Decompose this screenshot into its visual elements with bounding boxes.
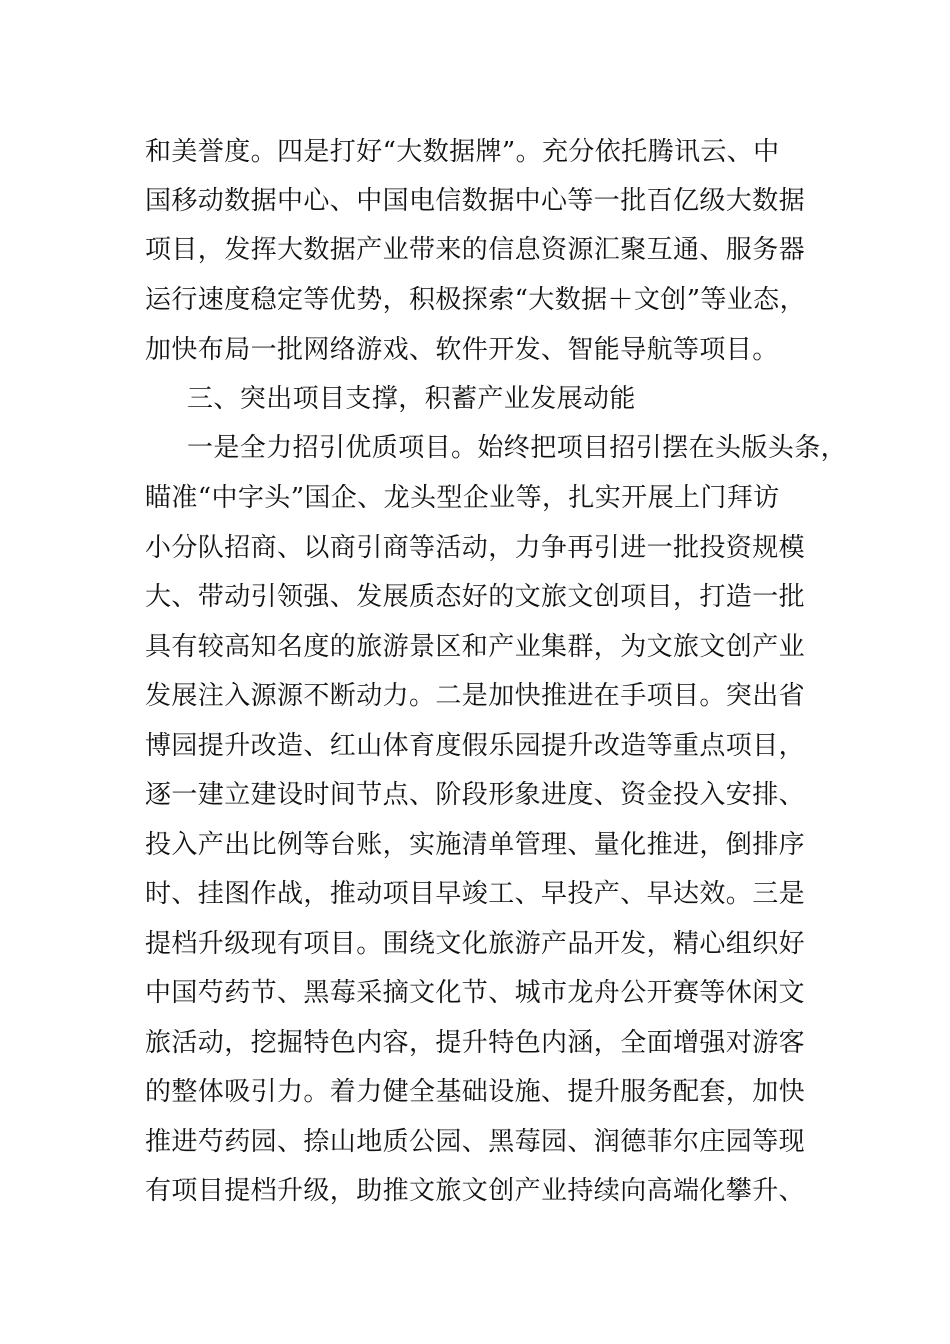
text-line: 旅活动，挖掘特色内容，提升特色内涵，全面增强对游客	[145, 1028, 806, 1058]
text-line: 和美誉度。四是打好“大数据牌”。充分依托腾讯云、中	[145, 137, 780, 167]
text-line: 小分队招商、以商引商等活动，力争再引进一批投资规模	[145, 533, 806, 563]
text-line: 加快布局一批网络游戏、软件开发、智能导航等项目。	[145, 335, 779, 365]
text-line: 时、挂图作战，推动项目早竣工、早投产、早达效。三是	[145, 879, 806, 909]
text-line: 逐一建立建设时间节点、阶段形象进度、资金投入安排、	[145, 780, 806, 810]
text-line: 中国芍药节、黑莓采摘文化节、城市龙舟公开赛等休闲文	[145, 978, 806, 1008]
text-line: 国移动数据中心、中国电信数据中心等一批百亿级大数据	[145, 186, 806, 216]
text-line: 推进芍药园、捺山地质公园、黑莓园、润德菲尔庄园等现	[145, 1127, 806, 1157]
text-line: 的整体吸引力。着力健全基础设施、提升服务配套，加快	[145, 1077, 806, 1107]
text-line: 有项目提档升级，助推文旅文创产业持续向高端化攀升、	[145, 1176, 806, 1206]
text-line: 博园提升改造、红山体育度假乐园提升改造等重点项目，	[145, 731, 806, 761]
text-line: 大、带动引领强、发展质态好的文旅文创项目，打造一批	[145, 582, 806, 612]
paragraph-first-line: 一是全力招引优质项目。始终把项目招引摆在头版头条，	[187, 433, 848, 463]
text-line: 发展注入源源不断动力。二是加快推进在手项目。突出省	[145, 681, 806, 711]
text-line: 投入产出比例等台账，实施清单管理、量化推进，倒排序	[145, 830, 806, 860]
text-line: 运行速度稳定等优势，积极探索“大数据＋文创”等业态，	[145, 285, 806, 315]
section-heading: 三、突出项目支撑，积蓄产业发展动能	[187, 384, 636, 414]
text-line: 项目，发挥大数据产业带来的信息资源汇聚互通、服务器	[145, 235, 806, 265]
text-line: 提档升级现有项目。围绕文化旅游产品开发，精心组织好	[145, 929, 806, 959]
text-line: 瞄准“中字头”国企、龙头型企业等，扎实开展上门拜访	[145, 483, 780, 513]
text-line: 具有较高知名度的旅游景区和产业集群，为文旅文创产业	[145, 632, 806, 662]
